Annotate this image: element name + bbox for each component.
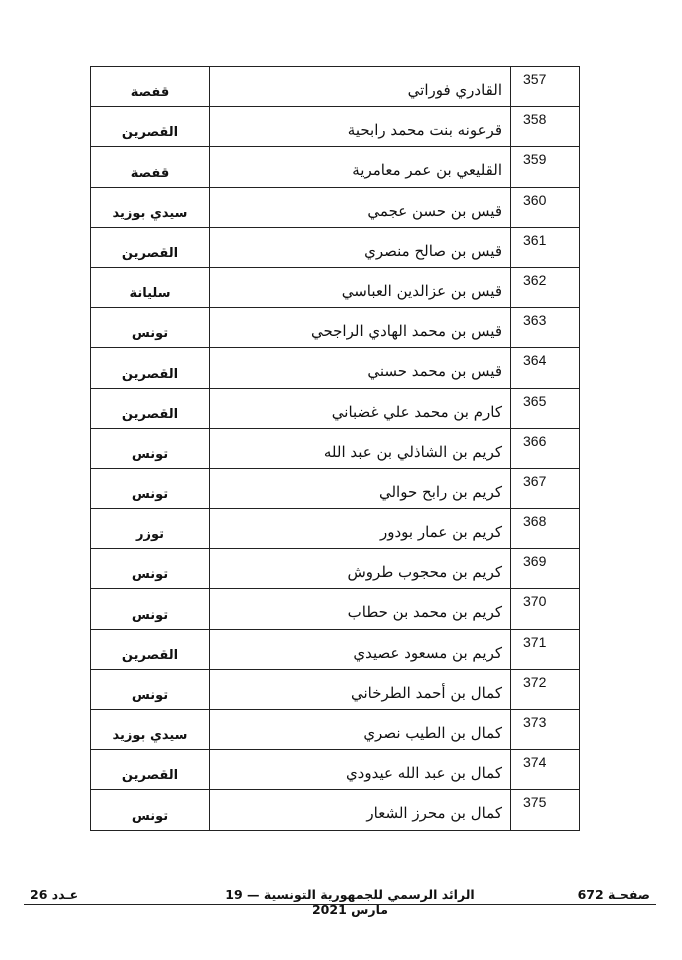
footer-journal-title: الرائد الرسمي للجمهورية التونسية — 19 مارس 2021 — [225, 887, 475, 917]
row-number: 357 — [523, 71, 547, 87]
region-cell — [91, 308, 210, 348]
name-cell — [210, 67, 511, 107]
region-cell — [91, 267, 210, 307]
table-row — [91, 267, 580, 307]
region-cell — [91, 428, 210, 468]
number-cell — [511, 589, 580, 629]
table-row — [91, 589, 580, 629]
region-cell — [91, 348, 210, 388]
region-text: قفصة — [130, 165, 170, 181]
number-cell — [511, 549, 580, 589]
footer-issue-number: عـدد 26 — [30, 887, 79, 902]
name-cell — [210, 790, 511, 830]
name-text: قيس بن صالح منصري — [364, 241, 502, 260]
name-text: كمال بن الطيب نصري — [363, 724, 502, 742]
name-text: كريم بن رابح حوالي — [378, 482, 502, 501]
name-text: كمال بن أحمد الطرخاني — [350, 683, 502, 702]
number-cell — [511, 750, 580, 790]
name-cell — [210, 187, 511, 227]
name-cell — [210, 147, 511, 187]
name-cell — [210, 308, 511, 348]
name-cell — [210, 267, 511, 307]
region-cell — [91, 549, 210, 589]
number-cell — [511, 67, 580, 107]
name-cell — [210, 348, 511, 388]
region-text: سيدي بوزيد — [112, 728, 188, 744]
region-cell — [91, 187, 210, 227]
row-number: 366 — [523, 432, 547, 449]
table-row — [91, 147, 580, 187]
number-cell — [511, 187, 580, 227]
name-text: كريم بن مسعود عصيدي — [353, 643, 502, 662]
region-cell — [91, 227, 210, 267]
region-text: تونس — [131, 567, 169, 583]
name-text: كمال بن محرز الشعار — [366, 804, 502, 823]
region-cell — [91, 710, 210, 750]
names-table-body — [91, 67, 580, 831]
table-row — [91, 67, 580, 107]
name-cell — [210, 428, 511, 468]
row-number: 372 — [523, 673, 547, 690]
name-text: كارم بن محمد علي غضباني — [331, 402, 502, 421]
table-row — [91, 750, 580, 790]
name-text: قيس بن حسن عجمي — [367, 201, 502, 220]
region-cell — [91, 107, 210, 147]
row-number: 365 — [523, 392, 547, 409]
name-text: كريم بن محجوب طروش — [347, 563, 502, 582]
table-row — [91, 549, 580, 589]
region-cell — [91, 147, 210, 187]
table-row — [91, 790, 580, 830]
row-number: 370 — [523, 593, 547, 610]
region-text: تونس — [131, 688, 169, 703]
table-row — [91, 428, 580, 468]
footer-page-number: صفحـة 672 — [577, 887, 650, 902]
table-row — [91, 187, 580, 227]
number-cell — [511, 267, 580, 307]
row-number: 359 — [523, 151, 547, 168]
table-row — [91, 629, 580, 669]
row-number: 358 — [523, 111, 547, 128]
name-text: كريم بن الشاذلي بن عبد الله — [323, 442, 502, 461]
number-cell — [511, 669, 580, 709]
region-text: قفصة — [130, 85, 170, 101]
region-cell — [91, 468, 210, 508]
region-text: القصرين — [121, 768, 179, 784]
table-row — [91, 710, 580, 750]
row-number: 361 — [523, 231, 547, 248]
name-cell — [210, 227, 511, 267]
name-cell — [210, 388, 511, 428]
name-text: القليعي بن عمر معامرية — [352, 161, 502, 180]
name-text: كريم بن محمد بن حطاب — [347, 603, 502, 622]
name-text: قيس بن عزالدين العباسي — [341, 281, 502, 300]
row-number: 362 — [523, 271, 547, 288]
table-row — [91, 388, 580, 428]
number-cell — [511, 428, 580, 468]
number-cell — [511, 388, 580, 428]
region-text: تونس — [131, 326, 169, 342]
name-cell — [210, 750, 511, 790]
row-number: 364 — [523, 352, 547, 369]
region-cell — [91, 629, 210, 669]
table-row — [91, 107, 580, 147]
region-text: القصرين — [121, 647, 179, 663]
name-cell — [210, 669, 511, 709]
region-text: توزر — [136, 527, 164, 543]
region-text: القصرين — [121, 366, 179, 382]
region-cell — [91, 790, 210, 830]
row-number: 363 — [523, 312, 547, 329]
row-number: 371 — [523, 633, 547, 650]
region-text: تونس — [131, 607, 169, 623]
footer-rule — [24, 904, 656, 905]
name-text: كريم بن عمار بودور — [380, 523, 502, 542]
region-text: سيدي بوزيد — [112, 205, 188, 221]
table-row — [91, 308, 580, 348]
name-cell — [210, 549, 511, 589]
row-number: 360 — [523, 191, 547, 208]
table-row — [91, 509, 580, 549]
number-cell — [511, 629, 580, 669]
region-text: سليانة — [129, 286, 171, 302]
number-cell — [511, 107, 580, 147]
region-text: تونس — [131, 487, 169, 503]
name-cell — [210, 468, 511, 508]
name-cell — [210, 107, 511, 147]
region-cell — [91, 669, 210, 709]
number-cell — [511, 348, 580, 388]
row-number: 373 — [523, 714, 547, 730]
region-cell — [91, 388, 210, 428]
name-cell — [210, 710, 511, 750]
number-cell — [511, 509, 580, 549]
table-row — [91, 468, 580, 508]
name-cell — [210, 509, 511, 549]
region-cell — [91, 589, 210, 629]
region-text: القصرين — [121, 125, 179, 141]
region-text: تونس — [131, 446, 169, 462]
table-row — [91, 669, 580, 709]
number-cell — [511, 468, 580, 508]
row-number: 375 — [523, 794, 547, 811]
number-cell — [511, 710, 580, 750]
region-text: تونس — [131, 808, 169, 824]
name-text: قيس بن محمد حسني — [367, 362, 502, 381]
number-cell — [511, 790, 580, 830]
number-cell — [511, 147, 580, 187]
number-cell — [511, 227, 580, 267]
table-row — [91, 348, 580, 388]
name-cell — [210, 589, 511, 629]
region-cell — [91, 750, 210, 790]
row-number: 374 — [523, 754, 547, 771]
number-cell — [511, 308, 580, 348]
region-text: القصرين — [121, 406, 179, 422]
region-cell — [91, 67, 210, 107]
name-cell — [210, 629, 511, 669]
name-text: قيس بن محمد الهادي الراجحي — [310, 322, 502, 341]
table-row — [91, 227, 580, 267]
row-number: 369 — [523, 553, 547, 570]
name-text: كمال بن عبد الله عيدودي — [345, 764, 502, 783]
region-text: القصرين — [121, 245, 179, 261]
names-table — [90, 66, 580, 831]
region-cell — [91, 509, 210, 549]
name-text: قرعونه بنت محمد رابحية — [347, 121, 502, 140]
row-number: 368 — [523, 513, 547, 530]
row-number: 367 — [523, 472, 547, 489]
name-text: القادري فوراتي — [407, 81, 502, 99]
